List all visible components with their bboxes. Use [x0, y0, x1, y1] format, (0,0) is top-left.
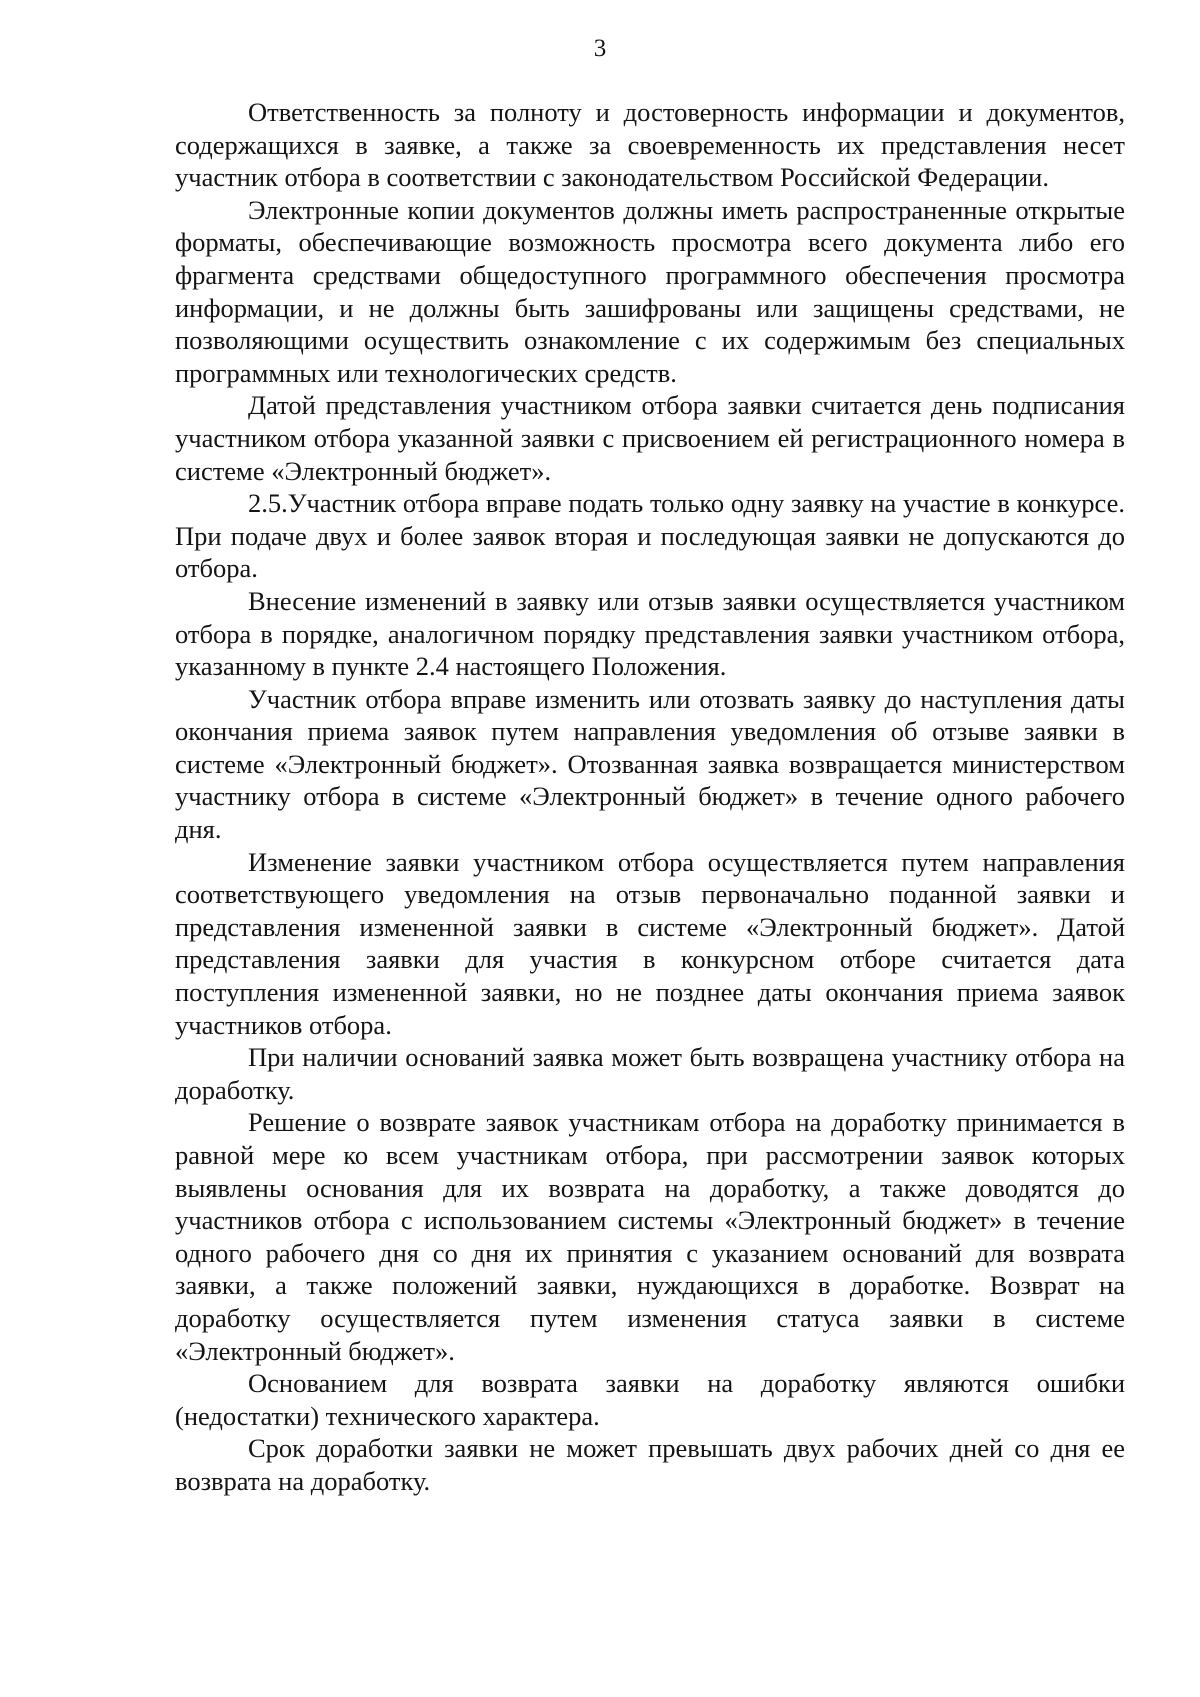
paragraph-electronic-copies: Электронные копии документов должны иметь распространенные открытые форматы, обеспечивающие возможность просмотра всего документа либо его фрагмента средствами общедоступного программного обеспечения просмотра информации, и не должны быть зашифрованы или защищены средствами, не позволяющими осуществить ознакомление с их содержимым без специальных программных или технологических средств. [175, 194, 1125, 388]
document-body [175, 96, 1125, 1498]
paragraph-return-decision: Решение о возврате заявок участникам отбора на доработку принимается в равной мере ко всем участникам отбора, при рассмотрении заявок которых выявлены основания для их возврата на доработку, а также доводятся до участников отбора с использованием системы «Электронный бюджет» в течение одного рабочего дня со дня их принятия с указанием оснований для возврата заявки, а также положений заявки, нуждающихся в доработке. Возврат на доработку осуществляется путем изменения статуса заявки в системе «Электронный бюджет». [175, 1107, 1125, 1366]
paragraph-responsibility: Ответственность за полноту и достоверность информации и документов, содержащихся в заявке, а также за своевременность их представления несет участник отбора в соответствии с законодательством Российской Федерации. [175, 97, 1125, 193]
page-number: 3 [593, 35, 607, 62]
paragraph-clause-2-5: 2.5.Участник отбора вправе подать только одну заявку на участие в конкурсе. При подаче двух и более заявок вторая и последующая заявки не допускаются до отбора. [175, 488, 1125, 584]
paragraph-rework-deadline: Срок доработки заявки не может превышать двух рабочих дней со дня ее возврата на доработку. [175, 1433, 1125, 1496]
paragraph-submission-date: Датой представления участником отбора заявки считается день подписания участником отбора указанной заявки с присвоением ей регистрационного номера в системе «Электронный бюджет». [175, 390, 1125, 486]
paragraph-return-grounds: При наличии оснований заявка может быть возвращена участнику отбора на доработку. [175, 1042, 1125, 1105]
paragraph-withdraw-deadline: Участник отбора вправе изменить или отозвать заявку до наступления даты окончания приема заявок путем направления уведомления об отзыве заявки в системе «Электронный бюджет». Отозванная заявка возвращается министерством участнику отбора в системе «Электронный бюджет» в течение одного рабочего дня. [175, 683, 1125, 845]
paragraph-change-procedure: Изменение заявки участником отбора осуществляется путем направления соответствующего уведомления на отзыв первоначально поданной заявки и представления измененной заявки в системе «Электронный бюджет». Датой представления заявки для участия в конкурсном отборе считается дата поступления измененной заявки, но не позднее даты окончания приема заявок участников отбора. [175, 846, 1125, 1040]
paragraph-return-basis: Основанием для возврата заявки на доработку являются ошибки (недостатки) технического характера. [175, 1368, 1125, 1431]
paragraph-changes-withdrawal: Внесение изменений в заявку или отзыв заявки осуществляется участником отбора в порядке, аналогичном порядку представления заявки участником отбора, указанному в пункте 2.4 настоящего Положения. [175, 585, 1125, 682]
